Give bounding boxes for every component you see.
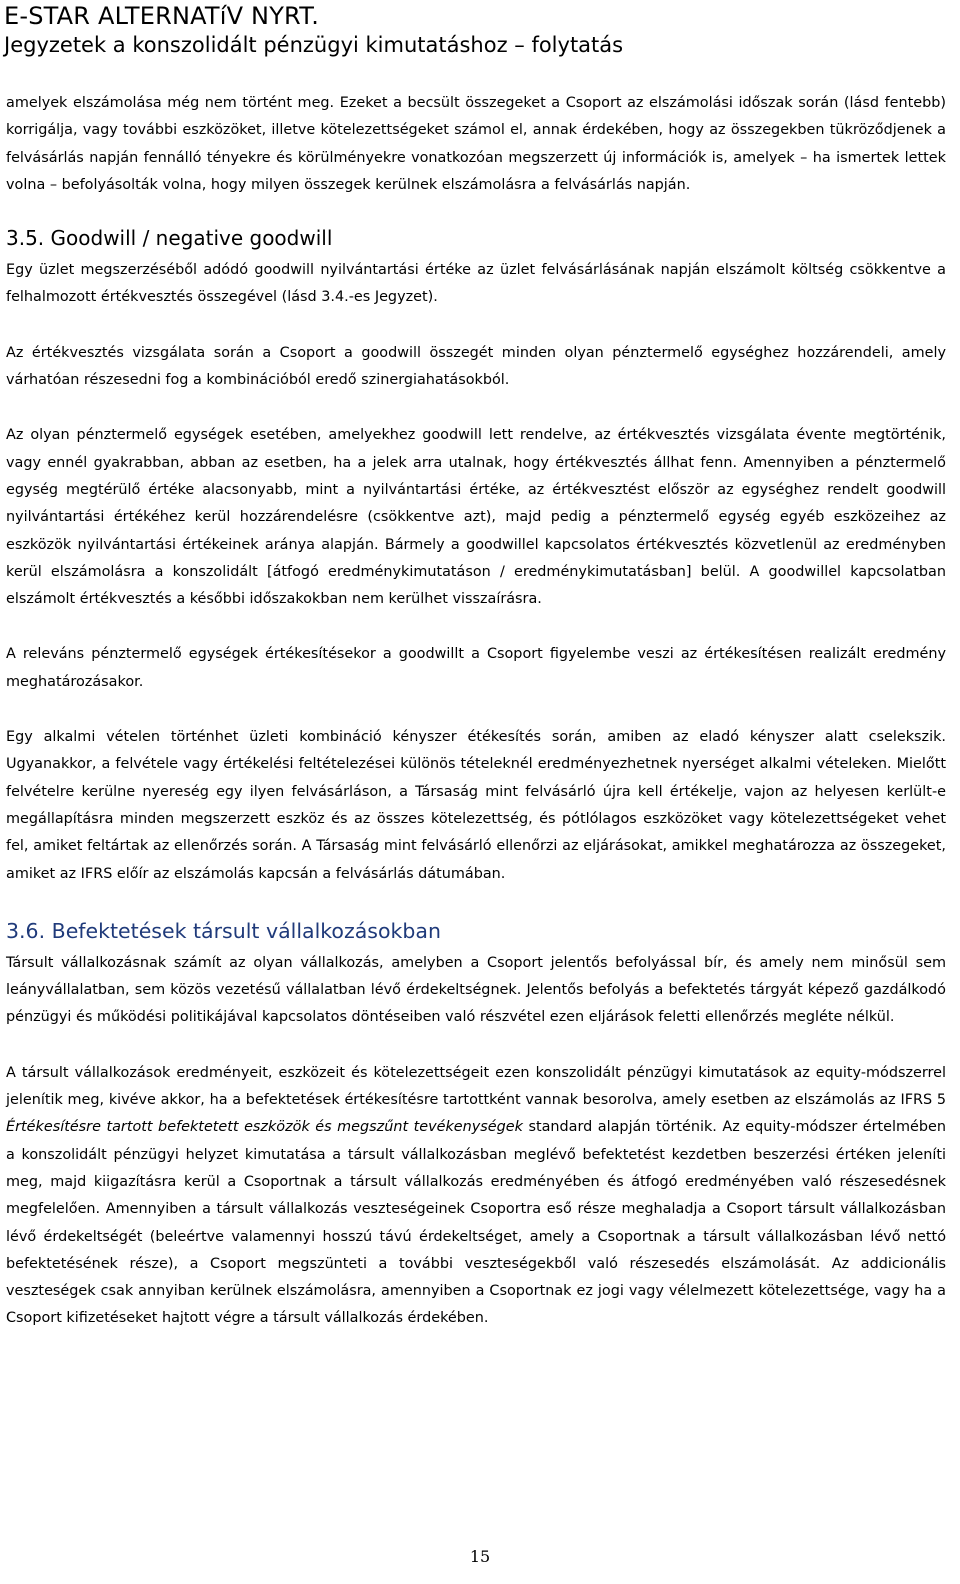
goodwill-paragraph: Az olyan pénztermelő egységek esetében, amelyekhez goodwill lett rendelve, az értékvesztés vizsgálata évente megtörténik, vagy ennél gyakrabban, abban az esetben, ha a jelek arra utalnak, hogy értékvesztés állhat fenn. Amennyiben a pénztermelő egység megtérülő értéke alacsonyabb, mint a nyilvántartási értéke, az értékvesztést először az egységhez rendelt goodwill nyilvántartási értékéhez kerül hozzárendelésre (csökkentve azt), majd pedig a pénztermelő egység egyéb eszközeihez az eszközök nyilvántartási értékeinek aránya alapján. Bármely a goodwillel kapcsolatos értékvesztés közvetlenül az eredményben kerül elszámolásra a konszolidált [átfogó eredménykimutatáson / eredménykimutatásban] belül. A goodwillel kapcsolatban elszámolt értékvesztés a későbbi időszakokban nem kerülhet visszaírásra. <box>6 427 946 608</box>
ifrs5-standard-title: Értékesítésre tartott befektetett eszközök és megszűnt tevékenységek <box>6 1119 523 1136</box>
associates-text: A társult vállalkozások eredményeit, eszközeit és kötelezettségeit ezen konszolidált pénzügyi kimutatások az equity-módszerrel jelenítik meg, kivéve akkor, ha a befektetések értékesítésre tartottként vannak besorolva, amely esetben az elszámolás az IFRS 5 <box>6 1064 946 1109</box>
company-name: E-STAR ALTERNATíV NYRT. <box>4 2 320 30</box>
page-number: 15 <box>469 1547 491 1566</box>
goodwill-paragraph: Egy üzlet megszerzéséből adódó goodwill nyilvántartási értéke az üzlet felvásárlásának napján elszámolt költség csökkentve a felhalmozott értékvesztés összegével (lásd 3.4.-es Jegyzet). <box>6 262 946 306</box>
goodwill-paragraph: Egy alkalmi vételen történhet üzleti kombináció kényszer étékesítés során, amiben az eladó kényszer alatt cselekszik. Ugyanakkor, a felvétele vagy értékelési feltételezései különös tételeknél eredményezhetnek nyerséget alkalmi vételeken. Mielőtt felvételre kerülne nyereség egy ilyen felvásárláson, a Társaság mint felvásárló újra kell értékelje, vajon az helyesen kerlült-e megállapításra minden megszerzett eszköz és az összes kötelezettség, és pótlólagos eszközöket vagy kötelezettségeket vehet fel, amiket feltártak az ellenőrzés során. A Társaság mint felvásárló ellenőrzi az eljárásokat, amikkel meghatározza az összegeket, amiket az IFRS előír az elszámolás kapcsán a felvásárlás dátumában. <box>6 729 946 882</box>
goodwill-paragraph: Az értékvesztés vizsgálata során a Csoport a goodwill összegét minden olyan pénztermelő egységhez hozzárendeli, amely várhatóan részesedni fog a kombinációból eredő szinergiahatásokból. <box>6 344 946 389</box>
associates-paragraph-equity <box>6 1060 946 1333</box>
section-heading-goodwill: 3.5. Goodwill / negative goodwill <box>6 226 333 251</box>
document-subtitle: Jegyzetek a konszolidált pénzügyi kimutatáshoz – folytatás <box>4 33 624 57</box>
intro-paragraph: amelyek elszámolása még nem történt meg. Ezeket a becsült összegeket a Csoport az elszámolási időszak során (lásd fentebb) korrigálja, vagy további eszközöket, illetve kötelezettségeket számol el, annak érdekében, hogy az összegekben tükröződjenek a felvásárlás napján fennálló tényekre és körülményekre vonatkozóan megszerzett új információk is, amelyek – ha ismertek lettek volna – befolyásolták volna, hogy milyen összegek kerülnek elszámolásra a felvásárlás napján. <box>6 95 946 193</box>
section-heading-associates: 3.6. Befektetések társult vállalkozásokban <box>6 918 441 943</box>
goodwill-paragraph: A releváns pénztermelő egységek értékesítésekor a goodwillt a Csoport figyelembe veszi az értékesítésen realizált eredmény meghatározásakor. <box>6 646 946 690</box>
associates-paragraph: Társult vállalkozásnak számít az olyan vállalkozás, amelyben a Csoport jelentős befolyással bír, és amely nem minősül sem leányvállalatban, sem közös vezetésű vállalatban lévő érdekeltségnek. Jelentős befolyás a befektetés tárgyát képező gazdálkodó pénzügyi és működési politikájával kapcsolatos döntéseiben való részvétel ezen eljárások feletti ellenőrzés megléte nélkül. <box>6 954 946 1026</box>
document-body <box>6 90 946 1361</box>
associates-text: standard alapján történik. Az equity-módszer értelmében a konszolidált pénzügyi helyzet kimutatása a társult vállalkozásban meglévő befektetést kezdetben beszerzési értéken jeleníti meg, majd kiigazításra kerül a Csoportnak a társult vállalkozás eredményében és átfogó eredményében való részesedésnek megfelelően. Amennyiben a társult vállalkozás veszteségeinek Csoportra eső része meghaladja a Csoport társult vállalkozásban lévő érdekeltségét (beleértve valamennyi hosszú távú érdekeltséget, amely a Csoportnak a társult vállalkozásban lévő nettó befektetésének része), a Csoport megszünteti a további veszteségekből való részesedés elszámolását. Az addicionális veszteségek csak annyiban kerülnek elszámolásra, amennyiben a Csoportnak ez jogi vagy vélelmezett kötelezettsége, vagy ha a Csoport kifizetéseket hajtott végre a társult vállalkozás érdekében. <box>6 1119 947 1327</box>
